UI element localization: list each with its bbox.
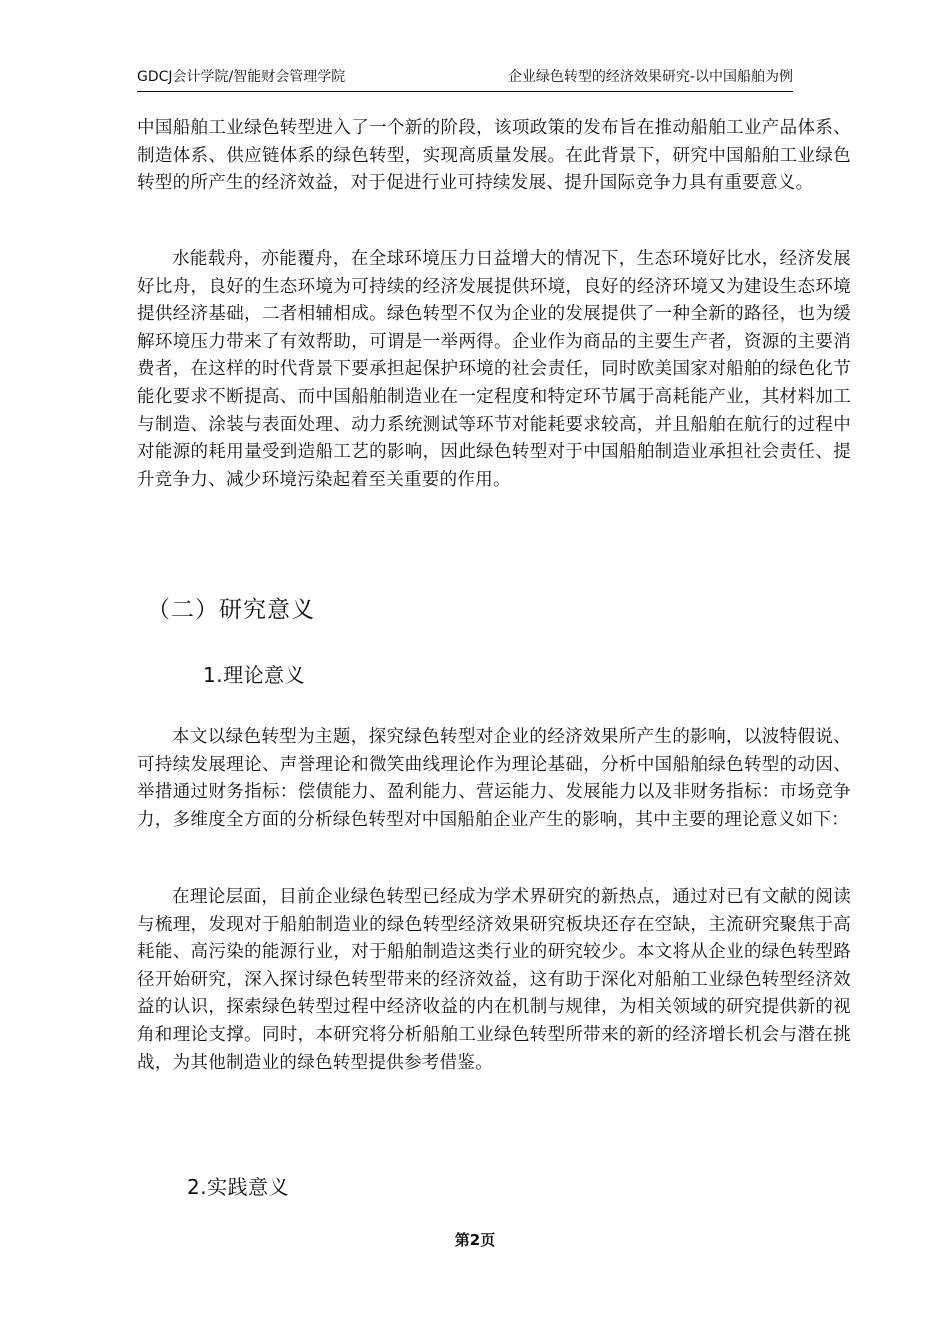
page-number: 第2页 bbox=[454, 1231, 496, 1249]
subheading-theoretical-significance: 1.理论意义 bbox=[203, 663, 306, 687]
header-institution: GDCJ会计学院/智能财会管理学院 bbox=[137, 69, 346, 85]
header-paper-title: 企业绿色转型的经济效果研究-以中国船舶为例 bbox=[507, 69, 793, 85]
section-heading-research-significance: （二）研究意义 bbox=[147, 597, 315, 623]
page-header bbox=[137, 67, 793, 92]
paragraph-theory-intro: 本文以绿色转型为主题，探究绿色转型对企业的经济效果所产生的影响，以波特假说、可持续发展理论、声誉理论和微笑曲线理论作为理论基础，分析中国船舶绿色转型的动因、举措通过财务指标：偿债能力、盈利能力、营运能力、发展能力以及非财务指标：市场竞争力，多维度全方面的分析绿色转型对中国船舶企业产生的影响，其中主要的理论意义如下： bbox=[137, 727, 851, 830]
paragraph-policy-background: 中国船舶工业绿色转型进入了一个新的阶段，该项政策的发布旨在推动船舶工业产品体系、制造体系、供应链体系的绿色转型，实现高质量发展。在此背景下，研究中国船舶工业绿色转型的所产生的经济效益，对于促进行业可持续发展、提升国际竞争力具有重要意义。 bbox=[137, 118, 851, 194]
paragraph-water-boat: 水能载舟，亦能覆舟，在全球环境压力日益增大的情况下，生态环境好比水，经济发展好比舟，良好的生态环境为可持续的经济发展提供环境，良好的经济环境又为建设生态环境提供经济基础，二者相辅相成。绿色转型不仅为企业的发展提供了一种全新的路径，也为缓解环境压力带来了有效帮助，可谓是一举两得。企业作为商品的主要生产者，资源的主要消费者，在这样的时代背景下要承担起保护环境的社会责任，同时欧美国家对船舶的绿色化节能化要求不断提高、而中国船舶制造业在一定程度和特定环节属于高耗能产业，其材料加工与制造、涂装与表面处理、动力系统测试等环节对能耗要求较高，并且船舶在航行的过程中对能源的耗用量受到造船工艺的影响，因此绿色转型对于中国船舶制造业承担社会责任、提升竞争力、减少环境污染起着至关重要的作用。 bbox=[137, 249, 851, 490]
paragraph-theory-level: 在理论层面，目前企业绿色转型已经成为学术界研究的新热点，通过对已有文献的阅读与梳理，发现对于船舶制造业的绿色转型经济效果研究板块还存在空缺，主流研究聚焦于高耗能、高污染的能源行业，对于船舶制造这类行业的研究较少。本文将从企业的绿色转型路径开始研究，深入探讨绿色转型带来的经济效益，这有助于深化对船舶工业绿色转型经济效益的认识，探索绿色转型过程中经济收益的内在机制与规律，为相关领域的研究提供新的视角和理论支撑。同时，本研究将分析船舶工业绿色转型所带来的新的经济增长机会与潜在挑战，为其他制造业的绿色转型提供参考借鉴。 bbox=[137, 887, 851, 1073]
subheading-practical-significance: 2.实践意义 bbox=[187, 1175, 290, 1199]
